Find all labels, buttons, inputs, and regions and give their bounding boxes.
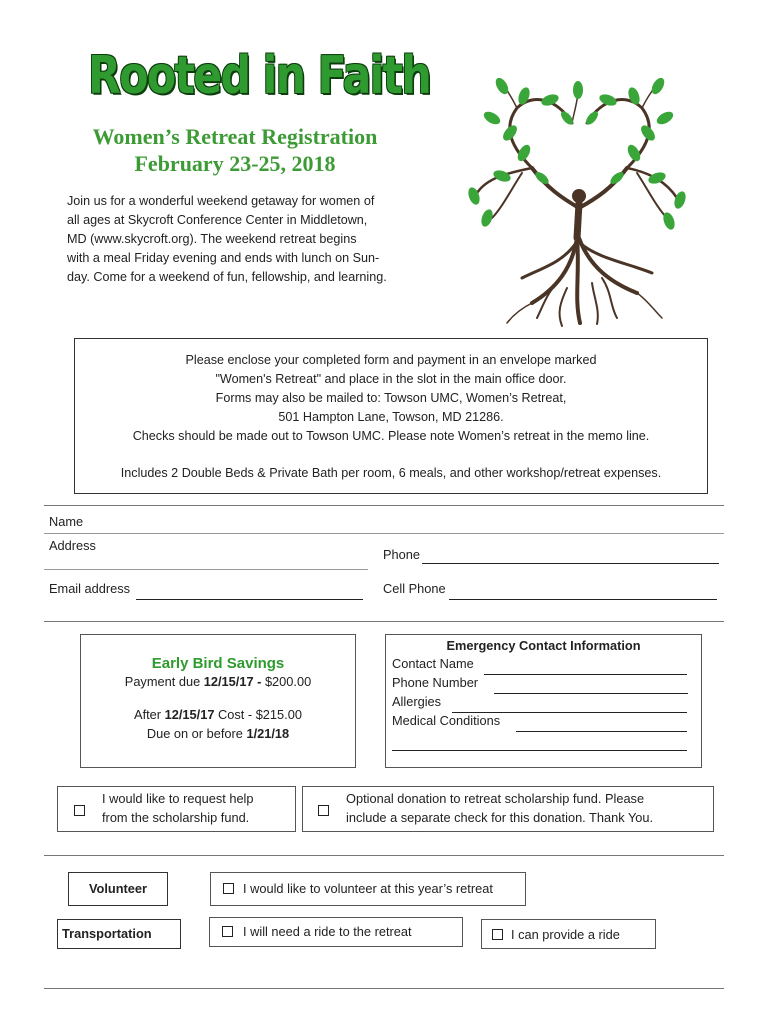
scholarship-request-box[interactable] [57,786,296,832]
notice-line: Please enclose your completed form and payment in an envelope marked [185,353,597,367]
checkbox-icon[interactable] [222,926,233,937]
address-line[interactable] [44,569,368,570]
registration-title: Women’s Retreat Registration [92,124,378,149]
medical-conditions-field[interactable] [516,714,687,732]
tree-of-life-icon [462,78,692,328]
medical-conditions-label: Medical Conditions [392,713,501,728]
divider [44,621,724,622]
scholarship-donation-line: Optional donation to retreat scholarship fund. Please [346,791,645,806]
after-prefix: After [134,707,165,722]
checkbox-icon[interactable] [318,805,329,816]
notice-line: Checks should be made out to Towson UMC. Please note Women’s retreat in the memo line. [132,429,650,443]
phone-label: Phone [383,547,421,562]
after-date: 12/15/17 [164,707,215,722]
intro-line: all ages at Skycroft Conference Center in Middletown, [67,213,368,227]
volunteer-label-box: Volunteer [68,872,168,906]
divider [44,988,724,989]
medical-conditions-field-2[interactable] [392,733,687,751]
checkbox-icon[interactable] [223,883,234,894]
submission-instructions-box [74,338,708,494]
notice-line: 501 Hampton Lane, Towson, MD 21286. [278,410,504,424]
email-field[interactable] [136,582,363,600]
provide-ride-box[interactable] [481,919,656,949]
contact-name-field[interactable] [484,657,687,675]
intro-line: Join us for a wonderful weekend getaway for women of [67,194,375,208]
intro-line: MD (www.skycroft.org). The weekend retreat begins [67,232,357,246]
cell-phone-label: Cell Phone [383,581,446,596]
need-ride-box[interactable] [209,917,463,947]
divider [44,855,724,856]
early-bird-box [80,634,356,768]
intro-paragraph [67,192,427,287]
emergency-contact-box [385,634,702,768]
allergies-label: Allergies [392,694,442,709]
due-date [81,726,355,741]
need-ride-text: I will need a ride to the retreat [243,924,412,939]
phone-field[interactable] [422,546,719,564]
notice-line: "Women's Retreat" and place in the slot in the main office door. [215,372,567,386]
after-cost: Cost - $215.00 [214,707,302,722]
scholarship-request-line: from the scholarship fund. [102,810,250,825]
intro-line: day. Come for a weekend of fun, fellowship, and learning. [67,270,387,284]
volunteer-option-text: I would like to volunteer at this year’s retreat [243,881,493,896]
payment-date: 12/15/17 - [203,674,265,689]
allergies-field[interactable] [452,695,687,713]
name-label: Name [49,514,84,529]
emergency-heading: Emergency Contact Information [446,638,641,653]
early-bird-heading: Early Bird Savings [151,655,285,672]
divider [44,505,724,506]
scholarship-donation-text [346,789,653,827]
name-line[interactable] [44,533,724,534]
notice-line: Forms may also be mailed to: Towson UMC, Women’s Retreat, [215,391,567,405]
contact-name-label: Contact Name [392,656,474,671]
due-prefix: Due on or before [146,726,247,741]
scholarship-donation-box[interactable] [302,786,714,832]
scholarship-donation-line: include a separate check for this donation. Thank You. [346,810,654,825]
provide-ride-text: I can provide a ride [511,927,620,942]
phone-number-label: Phone Number [392,675,479,690]
retreat-title-logo: Rooted in Faith [88,46,431,106]
intro-line: with a meal Friday evening and ends with lunch on Sun- [67,251,380,265]
payment-amount: $200.00 [264,674,312,689]
emergency-phone-field[interactable] [494,676,688,694]
address-label: Address [49,538,96,553]
after-date-cost [81,707,355,722]
notice-includes-line: Includes 2 Double Beds & Private Bath per room, 6 meals, and other workshop/retreat expenses. [120,466,662,480]
checkbox-icon[interactable] [74,805,85,816]
email-label: Email address [49,581,131,596]
scholarship-request-text [102,789,254,827]
checkbox-icon[interactable] [492,929,503,940]
volunteer-option-box[interactable] [210,872,526,906]
retreat-dates: February 23-25, 2018 [134,151,336,176]
cell-phone-field[interactable] [449,582,717,600]
early-bird-payment [81,674,355,689]
scholarship-request-line: I would like to request help [102,791,254,806]
payment-prefix: Payment due [124,674,204,689]
due-date-value: 1/21/18 [246,726,290,741]
transportation-label-box: Transportation [57,919,181,949]
